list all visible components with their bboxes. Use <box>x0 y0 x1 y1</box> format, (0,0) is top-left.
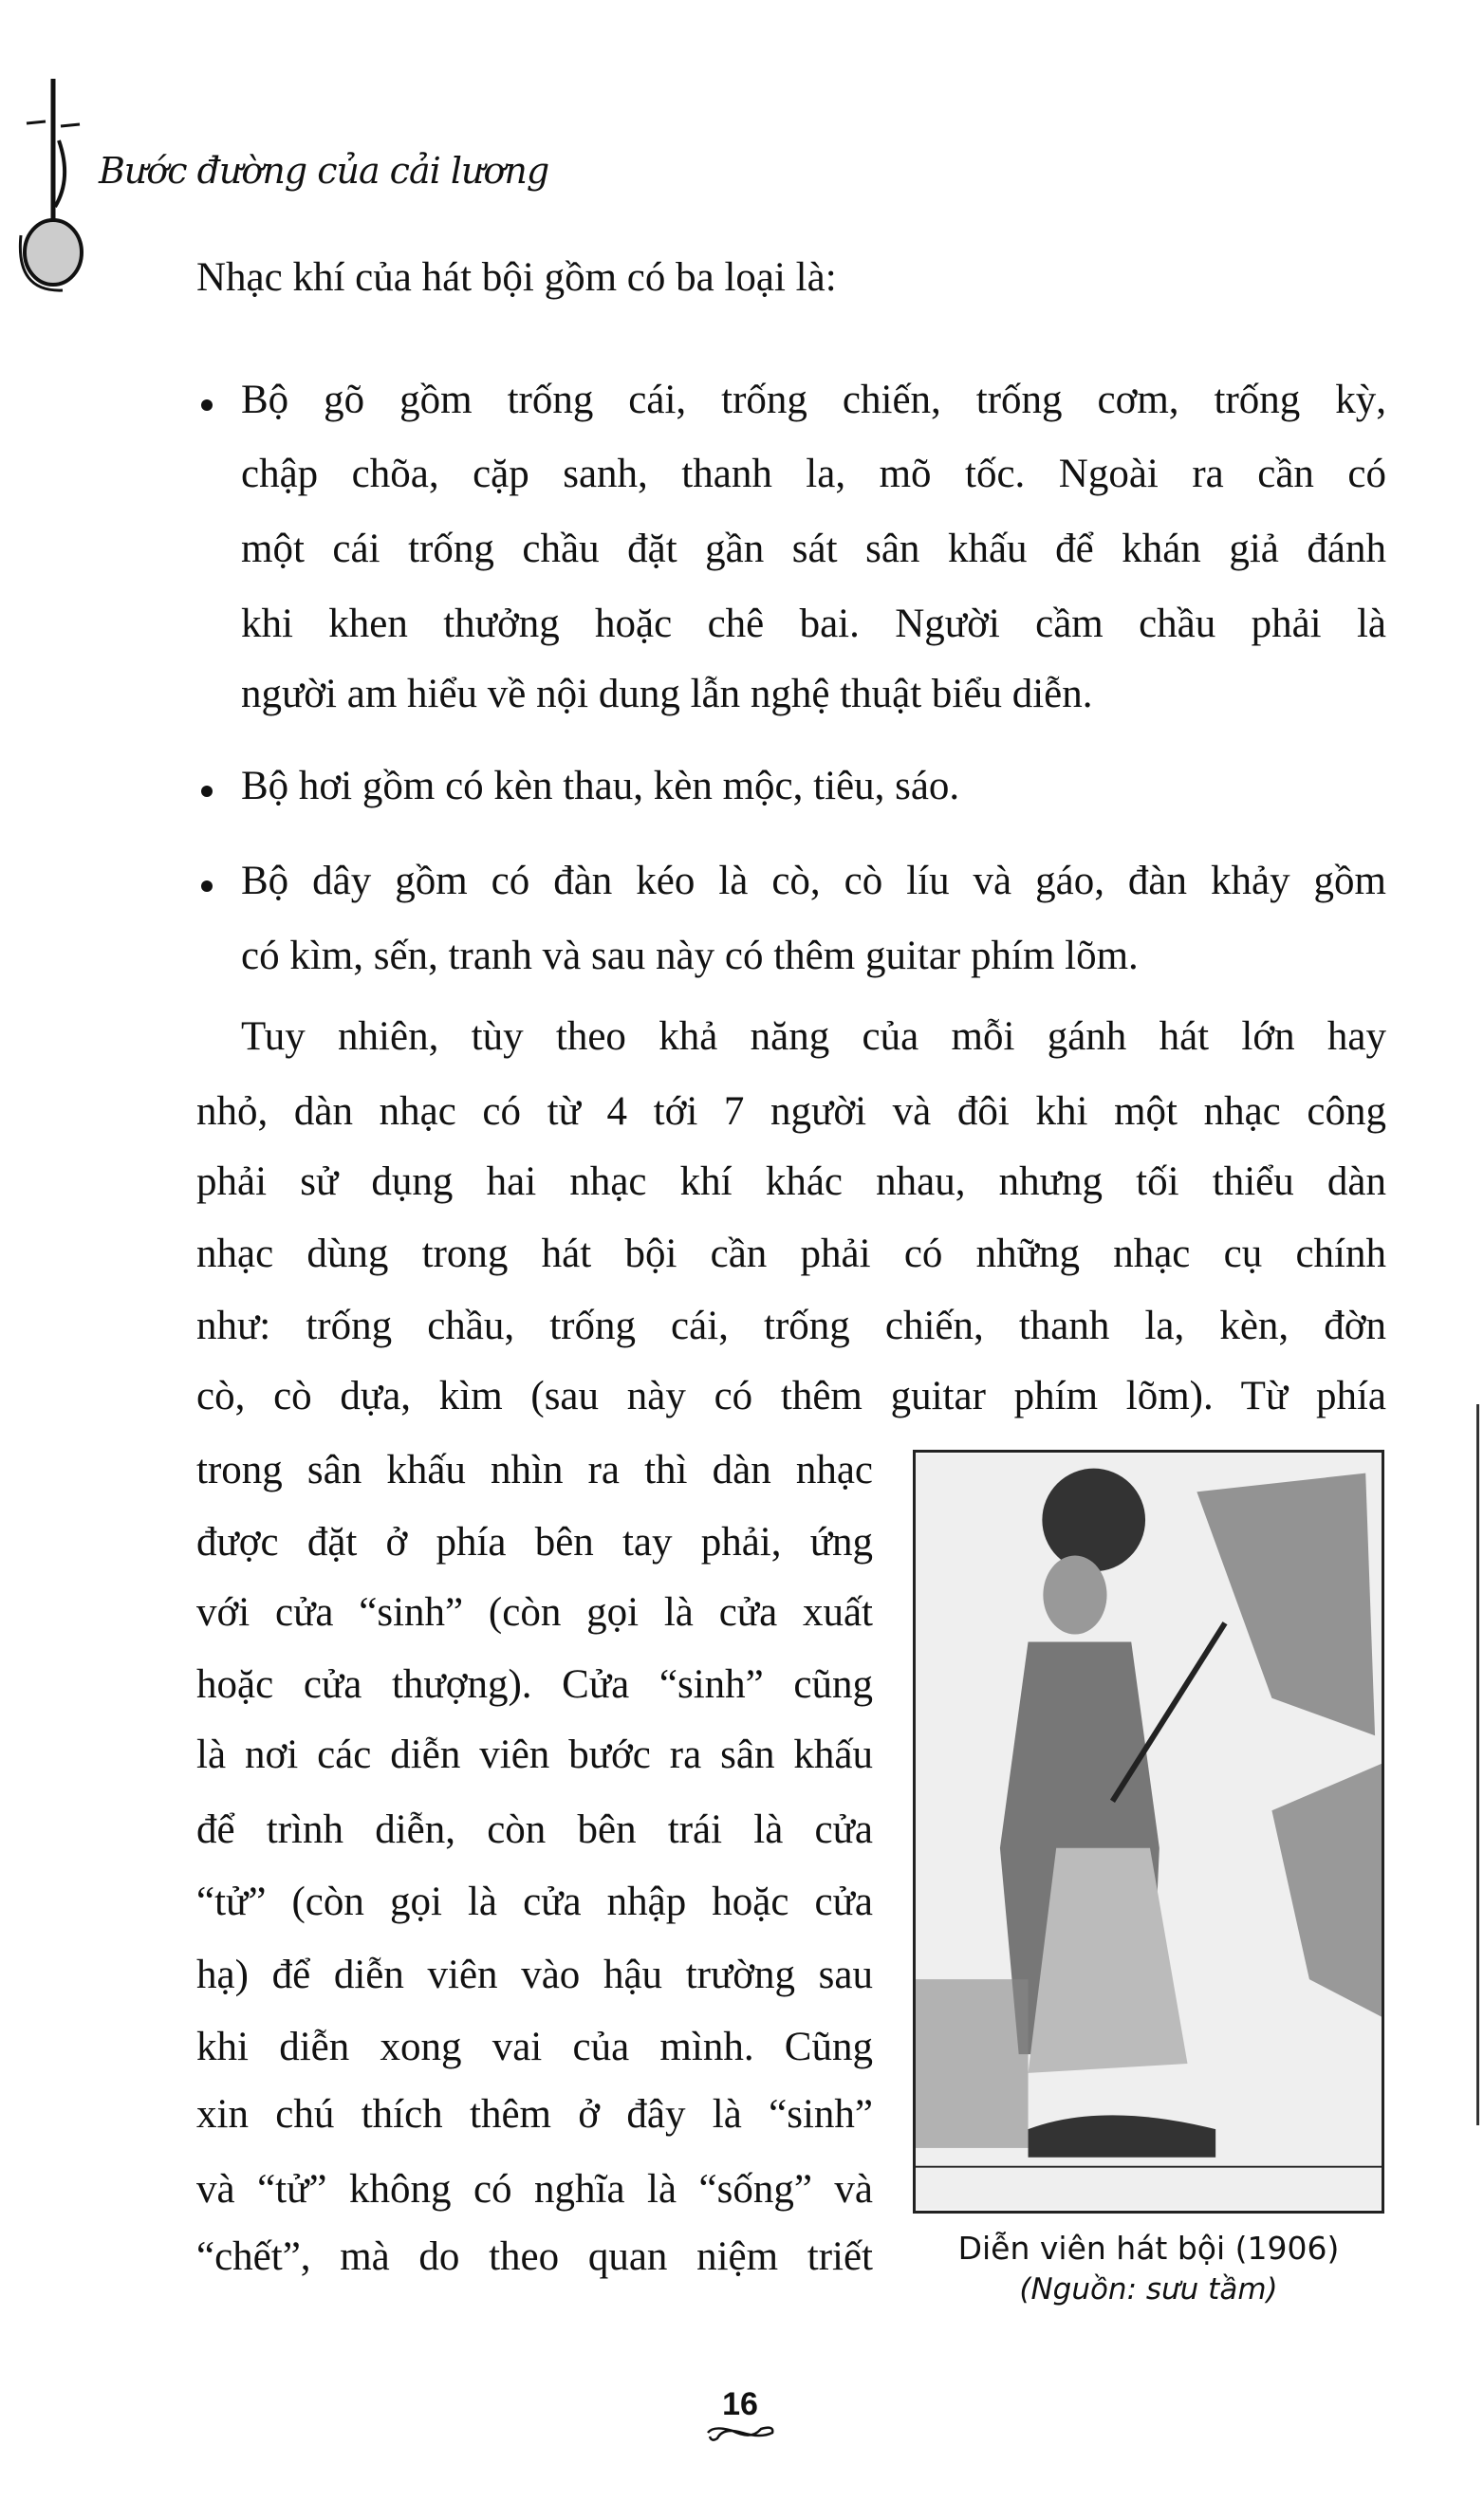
actor-photo-illustration <box>916 1453 1382 2211</box>
paragraph-line: hoặc cửa thượng). Cửa “sinh” cũng <box>196 1662 873 1707</box>
page-flourish-icon <box>704 2421 776 2446</box>
paragraph-line: khi diễn xong vai của mình. Cũng <box>196 2025 873 2069</box>
running-head-title: Bước đường của cải lương <box>99 150 549 192</box>
figure-source: (Nguồn: sưu tầm) <box>1019 2272 1278 2307</box>
photo-hat-boi-actor <box>913 1450 1384 2214</box>
paragraph-line: cò, cò dựa, kìm (sau này có thêm guitar phím lõm). Từ phía <box>196 1374 1386 1418</box>
paragraph-line: nhạc dùng trong hát bội cần phải có những nhạc cụ chính <box>196 1232 1386 1276</box>
paragraph-line: để trình diễn, còn bên trái là cửa <box>196 1807 873 1852</box>
paragraph-line: nhỏ, dàn nhạc có từ 4 tới 7 người và đôi khi một nhạc công <box>196 1089 1386 1134</box>
bullet-icon <box>201 786 213 797</box>
scan-edge <box>1476 1404 1479 2125</box>
paragraph-line: Tuy nhiên, tùy theo khả năng của mỗi gánh hát lớn hay <box>241 1014 1386 1059</box>
figure-caption: Diễn viên hát bội (1906) <box>957 2230 1340 2267</box>
paragraph-line: xin chú thích thêm ở đây là “sinh” <box>196 2092 873 2137</box>
intro-line: Nhạc khí của hát bội gồm có ba loại là: <box>196 255 837 300</box>
paragraph-line: được đặt ở phía bên tay phải, ứng <box>196 1520 873 1565</box>
bullet-line: Bộ gõ gồm trống cái, trống chiến, trống cơm, trống kỳ, <box>241 378 1386 422</box>
page-number: 16 <box>722 2386 758 2422</box>
paragraph-line: trong sân khấu nhìn ra thì dàn nhạc <box>196 1448 873 1492</box>
bullet-line: khi khen thưởng hoặc chê bai. Người cầm chầu phải là <box>241 602 1386 646</box>
paragraph-line: với cửa “sinh” (còn gọi là cửa xuất <box>196 1590 873 1635</box>
paragraph-line: hạ) để diễn viên vào hậu trường sau <box>196 1953 873 1997</box>
paragraph-line: là nơi các diễn viên bước ra sân khấu <box>196 1732 873 1777</box>
paragraph-line: “chết”, mà do theo quan niệm triết <box>196 2234 873 2279</box>
bullet-line: Bộ dây gồm có đàn kéo là cò, cò líu và gáo, đàn khảy gồm <box>241 859 1386 903</box>
paragraph-line: và “tử” không có nghĩa là “sống” và <box>196 2167 873 2212</box>
bullet-line: có kìm, sến, tranh và sau này có thêm guitar phím lõm. <box>241 934 1139 978</box>
bullet-icon <box>201 880 213 892</box>
paragraph-line: phải sử dụng hai nhạc khí khác nhau, nhưng tối thiểu dàn <box>196 1159 1386 1204</box>
bullet-line: người am hiểu về nội dung lẫn nghệ thuật biểu diễn. <box>241 672 1093 716</box>
bullet-line: một cái trống chầu đặt gần sát sân khấu để khán giả đánh <box>241 527 1386 571</box>
dan-nguyet-logo-icon <box>13 74 108 302</box>
bullet-line: chập chõa, cặp sanh, thanh la, mõ tốc. Ngoài ra cần có <box>241 452 1386 496</box>
bullet-line: Bộ hơi gồm có kèn thau, kèn mộc, tiêu, sáo. <box>241 764 960 808</box>
bullet-icon <box>201 399 213 411</box>
paragraph-line: “tử” (còn gọi là cửa nhập hoặc cửa <box>196 1880 873 1924</box>
paragraph-line: như: trống chầu, trống cái, trống chiến, thanh la, kèn, đờn <box>196 1304 1386 1348</box>
